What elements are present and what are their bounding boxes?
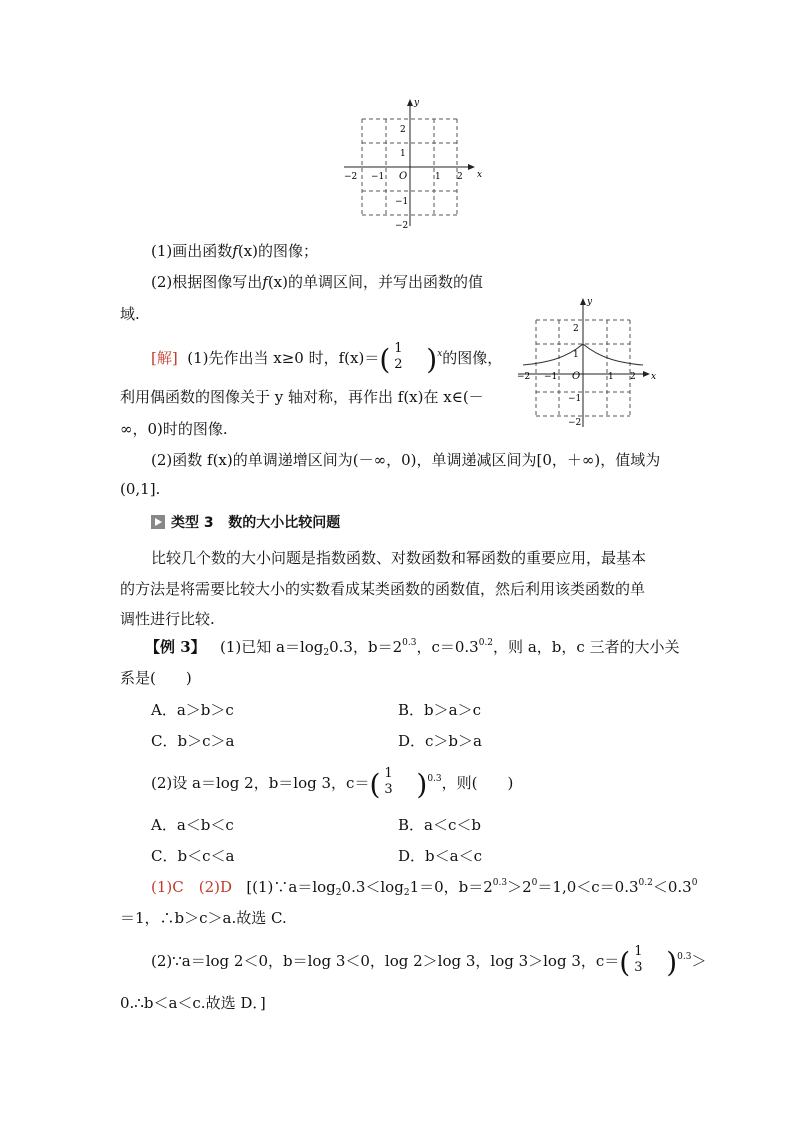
example-3-part-1-continued: 系是( ) bbox=[120, 669, 192, 687]
y-tick-label: 1 bbox=[573, 350, 579, 360]
y-tick-label: −1 bbox=[568, 394, 582, 404]
play-triangle-icon bbox=[151, 515, 165, 529]
solution-tag: [解] bbox=[151, 349, 178, 367]
option-b: B．b＞a＞c bbox=[398, 701, 481, 719]
example-label: 【例 3】 bbox=[145, 638, 206, 656]
y-axis-label: y bbox=[414, 98, 420, 108]
x-axis-label: x bbox=[477, 170, 483, 180]
y-tick-label: 1 bbox=[400, 149, 406, 159]
x-tick-label: −1 bbox=[544, 372, 558, 382]
y-axis-arrow bbox=[407, 99, 413, 106]
example-3-part-2: (2)设 a＝log 2，b＝log 3，c＝( 1 3 )$^{0.3}$，则( ) bbox=[151, 766, 514, 801]
question-2: (2)根据图像写出f(x)的单调区间，并写出函数的值 bbox=[151, 273, 483, 291]
solution-line-2: 利用偶函数的图像关于 y 轴对称，再作出 f(x)在 x∈(－ bbox=[120, 388, 484, 406]
example-3-part-1: 【例 3】 (1)已知 $a=\log_20.3$，$b=2^{0.3}$，$c=0.3^{0.2}$，则 a，b，c 三者的大小关 bbox=[145, 638, 680, 658]
x-tick-label: 1 bbox=[608, 372, 614, 382]
y-tick-label: −1 bbox=[395, 197, 409, 207]
x-tick-label: 2 bbox=[630, 372, 636, 382]
question-2-continued: 域. bbox=[120, 305, 140, 323]
option-a: A．a＞b＞c bbox=[151, 701, 234, 719]
answer-line-2: ＝1，∴b＞c＞a.故选 C. bbox=[120, 909, 287, 927]
option-b: B．a＜c＜b bbox=[398, 816, 481, 834]
x-axis-label: x bbox=[651, 372, 657, 382]
solution-line-5: (0,1]. bbox=[120, 480, 161, 498]
solution-line-1: [解] (1)先作出当 x≥0 时，f(x)＝( 1 2 )$^x$的图像， bbox=[151, 341, 503, 376]
question-1: (1)画出函数f(x)的图像； bbox=[151, 242, 318, 260]
y-tick-label: 2 bbox=[573, 324, 579, 334]
origin-label: O bbox=[399, 171, 408, 182]
option-a: A．a＜b＜c bbox=[151, 816, 234, 834]
origin-label: O bbox=[572, 371, 581, 382]
y-tick-label: −2 bbox=[568, 418, 582, 428]
coordinate-grid-2 bbox=[515, 293, 660, 431]
option-c: C．b＜c＜a bbox=[151, 847, 235, 865]
answer-line-1: (1)C (2)D [$(1)\because a=\log_20.3<\log_21=0$，$b=2^{0.3}>2^0=1,0<c=0.3^{0.2}<0.3^0$ bbox=[151, 878, 698, 898]
fraction-one-third: 1 3 bbox=[384, 766, 393, 797]
solution-line-4: (2)函数 f(x)的单调递增区间为(－∞，0)，单调递减区间为[0，＋∞)，值域为 bbox=[151, 451, 661, 469]
fraction-one-third: 1 3 bbox=[634, 944, 643, 975]
x-tick-label: −2 bbox=[517, 372, 531, 382]
y-tick-label: 2 bbox=[400, 125, 406, 135]
intro-line-1: 比较几个数的大小问题是指数函数、对数函数和幂函数的重要应用，最基本 bbox=[151, 549, 647, 567]
x-tick-label: −2 bbox=[344, 172, 358, 182]
x-axis-arrow bbox=[643, 371, 650, 377]
x-tick-label: 1 bbox=[435, 172, 441, 182]
x-tick-label: 2 bbox=[457, 172, 463, 182]
intro-line-2: 的方法是将需要比较大小的实数看成某类函数的函数值，然后利用该类函数的单 bbox=[120, 580, 646, 598]
option-d: D．b＜a＜c bbox=[398, 847, 482, 865]
fraction-one-half: 1 2 bbox=[394, 341, 403, 372]
y-tick-label: −2 bbox=[395, 221, 409, 231]
intro-line-3: 调性进行比较. bbox=[120, 610, 215, 628]
option-d: D．c＞b＞a bbox=[398, 732, 482, 750]
option-c: C．b＞c＞a bbox=[151, 732, 235, 750]
x-axis-arrow bbox=[468, 164, 475, 170]
y-axis-arrow bbox=[580, 298, 586, 305]
answer-line-3: (2)∵a＝log 2＜0，b＝log 3＜0，log 2＞log 3，log 3＞log 3，c＝( 1 3 )$^{0.3}$＞ bbox=[151, 944, 707, 979]
x-tick-label: −1 bbox=[371, 172, 385, 182]
y-axis-label: y bbox=[587, 297, 593, 307]
answer-tag: (1)C (2)D bbox=[151, 878, 232, 896]
answer-line-4: 0.∴b＜a＜c.故选 D．] bbox=[120, 994, 266, 1012]
section-heading: 类型 3 数的大小比较问题 bbox=[151, 512, 340, 532]
solution-line-3: ∞，0)时的图像. bbox=[120, 420, 228, 438]
coordinate-grid-1 bbox=[340, 92, 485, 232]
